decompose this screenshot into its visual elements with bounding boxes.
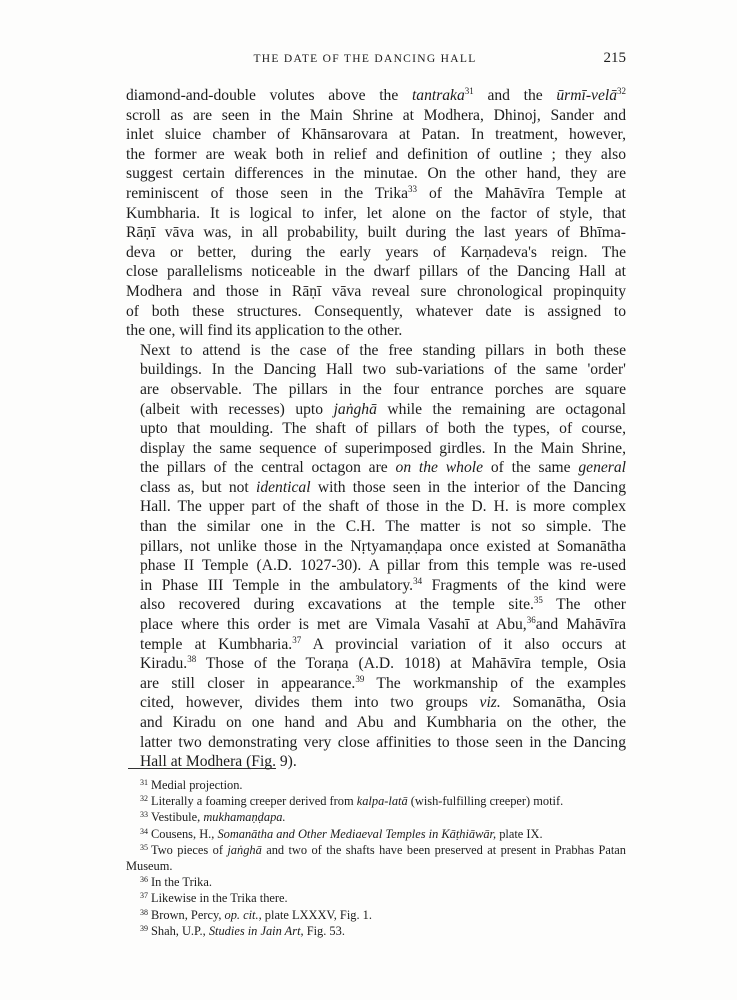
text-line: latter two demonstrating very close affinities to those seen in the Dancing: [140, 733, 626, 751]
text-line: Hall at Modhera (Fig. 9).: [140, 753, 297, 771]
paragraph-1: [126, 86, 626, 341]
footnote-39: $^{39}$ Shah, U.P., Studies in Jain Art, Fig. 53.: [140, 923, 345, 938]
body-text: [126, 86, 626, 772]
text-line: Next to attend is the case of the free standing pillars in both these: [140, 341, 626, 359]
page-number: 215: [603, 50, 626, 66]
footnote-33: $^{33}$ Vestibule, mukhamaṇḍapa.: [140, 810, 286, 825]
text-line: than the similar one in the C.H. The matter is not so simple. The: [140, 518, 626, 536]
text-line: Modhera and those in Rāṇī vāva reveal sure chronological propinquity: [126, 282, 626, 300]
text-line: inlet sluice chamber of Khānsarovara at Patan. In treatment, however,: [126, 126, 626, 144]
text-line: also recovered during excavations at the temple site.$^{35}$ The other: [140, 595, 626, 614]
text-line: cited, however, divides them into two groups viz. Somanātha, Osia: [140, 694, 626, 712]
text-line: are still closer in appearance.$^{39}$ The workmanship of the examples: [140, 673, 626, 692]
text-line: deva or better, during the early years of Karṇadeva's reign. The: [126, 243, 626, 261]
text-line: display the same sequence of superimposed girdles. In the Main Shrine,: [140, 439, 626, 457]
text-line: of both these structures. Consequently, whatever date is assigned to: [126, 302, 626, 320]
text-line: the former are weak both in relief and definition of outline ; they also: [126, 145, 626, 163]
footnote-rule: [128, 768, 276, 769]
text-line: are observable. The pillars in the four entrance porches are square: [140, 380, 626, 398]
footnote-36: $^{36}$ In the Trika.: [140, 875, 212, 890]
running-head: [126, 50, 626, 68]
text-line: (albeit with recesses) upto jaṅghā while the remaining are octagonal: [140, 400, 626, 418]
text-line: phase II Temple (A.D. 1027-30). A pillar from this temple was re-used: [140, 557, 626, 575]
text-line: temple at Kumbharia.$^{37}$ A provincial variation of it also occurs at: [140, 634, 626, 653]
text-line: Kiradu.$^{38}$ Those of the Toraṇa (A.D. 1018) at Mahāvīra temple, Osia: [140, 654, 626, 673]
text-line: in Phase III Temple in the ambulatory.$^{34}$ Fragments of the kind were: [140, 575, 626, 594]
footnote-38: $^{38}$ Brown, Percy, op. cit., plate LXXXV, Fig. 1.: [140, 907, 372, 922]
text-line: Kumbharia. It is logical to infer, let alone on the factor of style, that: [126, 204, 626, 222]
text-line: the pillars of the central octagon are on the whole of the same general: [140, 459, 626, 477]
text-line: buildings. In the Dancing Hall two sub-variations of the same 'order': [140, 361, 626, 379]
footnote-34: $^{34}$ Cousens, H., Somanātha and Other Mediaeval Temples in Kāṭhiāwār, plate IX.: [140, 826, 543, 841]
footnotes: [126, 777, 626, 939]
text-line: pillars, not unlike those in the Nṛtyamaṇḍapa once existed at Somanātha: [140, 537, 626, 555]
text-line: Rāṇī vāva was, in all probability, built during the last years of Bhīma-: [126, 224, 626, 242]
text-line: class as, but not identical with those seen in the interior of the Dancing: [140, 478, 626, 496]
text-line: diamond-and-double volutes above the tantraka$^{31}$ and the ūrmī-velā$^{32}$: [126, 86, 626, 104]
paragraph-2: [126, 341, 626, 772]
footnote-37: $^{37}$ Likewise in the Trika there.: [140, 891, 288, 906]
text-line: scroll as are seen in the Main Shrine at Modhera, Dhinoj, Sander and: [126, 106, 626, 124]
running-title: THE DATE OF THE DANCING HALL: [253, 53, 477, 65]
footnote-35: $^{35}$ Two pieces of jaṅghā and two of the shafts have been preserved at present in Prabhas Patan Museum.: [126, 842, 626, 874]
footnote-32: $^{32}$ Literally a foaming creeper derived from kalpa-latā (wish-fulfilling creeper) motif.: [140, 794, 564, 809]
text-line: place where this order is met are Vimala Vasahī at Abu,$^{36}$and Mahāvīra: [140, 615, 626, 634]
text-line: the one, will find its application to the other.: [126, 322, 403, 340]
footnote-31: $^{31}$ Medial projection.: [140, 778, 243, 792]
text-line: close parallelisms noticeable in the dwarf pillars of the Dancing Hall at: [126, 263, 626, 281]
text-line: Hall. The upper part of the shaft of those in the D. H. is more complex: [140, 498, 626, 516]
text-line: and Kiradu on one hand and Abu and Kumbharia on the other, the: [140, 714, 626, 731]
text-line: reminiscent of those seen in the Trika$^{33}$ of the Mahāvīra Temple at: [126, 183, 626, 202]
text-line: suggest certain differences in the minutae. On the other hand, they are: [126, 165, 626, 183]
text-line: upto that moulding. The shaft of pillars of both the types, of course,: [140, 420, 626, 438]
